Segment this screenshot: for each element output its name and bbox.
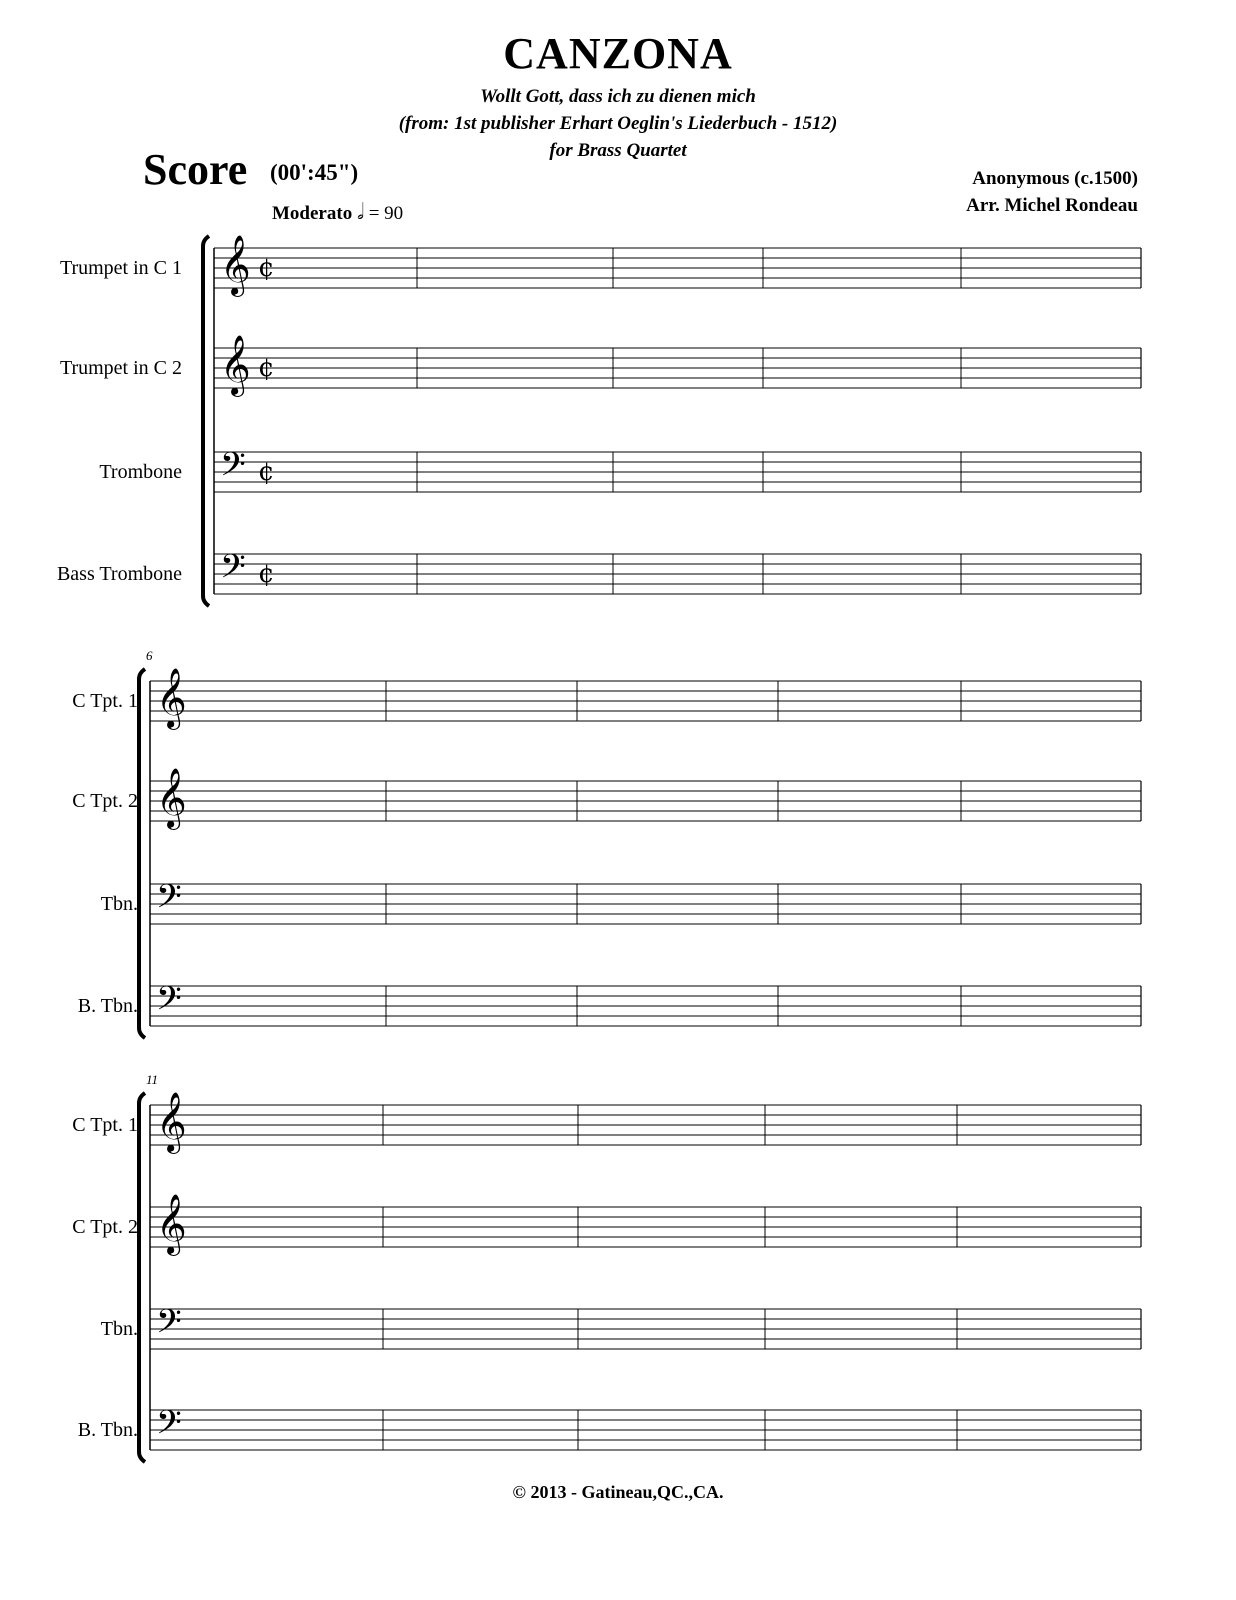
cut-time-icon: ¢	[258, 457, 275, 487]
system-bracket	[139, 1093, 145, 1462]
cut-time-icon: ¢	[258, 353, 275, 383]
treble-clef-icon: 𝄞	[156, 768, 187, 828]
score-title: CANZONA	[503, 29, 733, 78]
score-duration: (00':45")	[270, 160, 359, 185]
treble-clef-icon: 𝄞	[156, 1092, 187, 1152]
treble-clef-icon: 𝄞	[156, 668, 187, 728]
tempo-value: = 90	[368, 203, 404, 224]
measure-number: 11	[146, 1072, 159, 1087]
system-bracket	[139, 669, 145, 1038]
instrument-short-trumpet-2: C Tpt. 2	[72, 790, 138, 812]
bass-clef-icon: 𝄢	[156, 878, 182, 924]
score-ensemble: for Brass Quartet	[549, 140, 687, 161]
measure-number: 6	[146, 648, 153, 663]
instrument-short-bass-trombone: B. Tbn.	[77, 995, 138, 1017]
bass-clef-icon: 𝄢	[156, 980, 182, 1026]
composer-credit: Anonymous (c.1500)	[972, 168, 1138, 189]
cut-time-icon: ¢	[258, 559, 275, 589]
instrument-short-trumpet-1: C Tpt. 1	[72, 690, 138, 712]
treble-clef-icon: 𝄞	[156, 1194, 187, 1254]
score-label: Score	[143, 145, 248, 194]
bass-clef-icon: 𝄢	[156, 1404, 182, 1450]
instrument-label-trombone: Trombone	[99, 461, 182, 483]
instrument-short-bass-trombone: B. Tbn.	[77, 1419, 138, 1441]
half-note-icon: 𝅗𝅥	[356, 199, 364, 224]
instrument-label-trumpet-1: Trumpet in C 1	[59, 257, 182, 279]
instrument-short-trumpet-2: C Tpt. 2	[72, 1216, 138, 1238]
bass-clef-icon: 𝄢	[220, 446, 246, 492]
treble-clef-icon: 𝄞	[220, 235, 251, 295]
score-subtitle: Wollt Gott, dass ich zu dienen mich	[480, 86, 756, 107]
instrument-label-bass-trombone: Bass Trombone	[56, 563, 182, 585]
instrument-label-trumpet-2: Trumpet in C 2	[59, 357, 182, 379]
bass-clef-icon: 𝄢	[220, 548, 246, 594]
tempo-text: Moderato	[272, 203, 353, 224]
instrument-short-trombone: Tbn.	[100, 1318, 138, 1340]
system-bracket	[203, 236, 209, 606]
instrument-short-trombone: Tbn.	[100, 893, 138, 915]
copyright-notice: © 2013 - Gatineau,QC.,CA.	[512, 1482, 724, 1502]
treble-clef-icon: 𝄞	[220, 335, 251, 395]
cut-time-icon: ¢	[258, 253, 275, 283]
bass-clef-icon: 𝄢	[156, 1303, 182, 1349]
instrument-short-trumpet-1: C Tpt. 1	[72, 1114, 138, 1136]
arranger-credit: Arr. Michel Rondeau	[966, 195, 1138, 216]
score-source: (from: 1st publisher Erhart Oeglin's Liederbuch - 1512)	[398, 113, 838, 134]
